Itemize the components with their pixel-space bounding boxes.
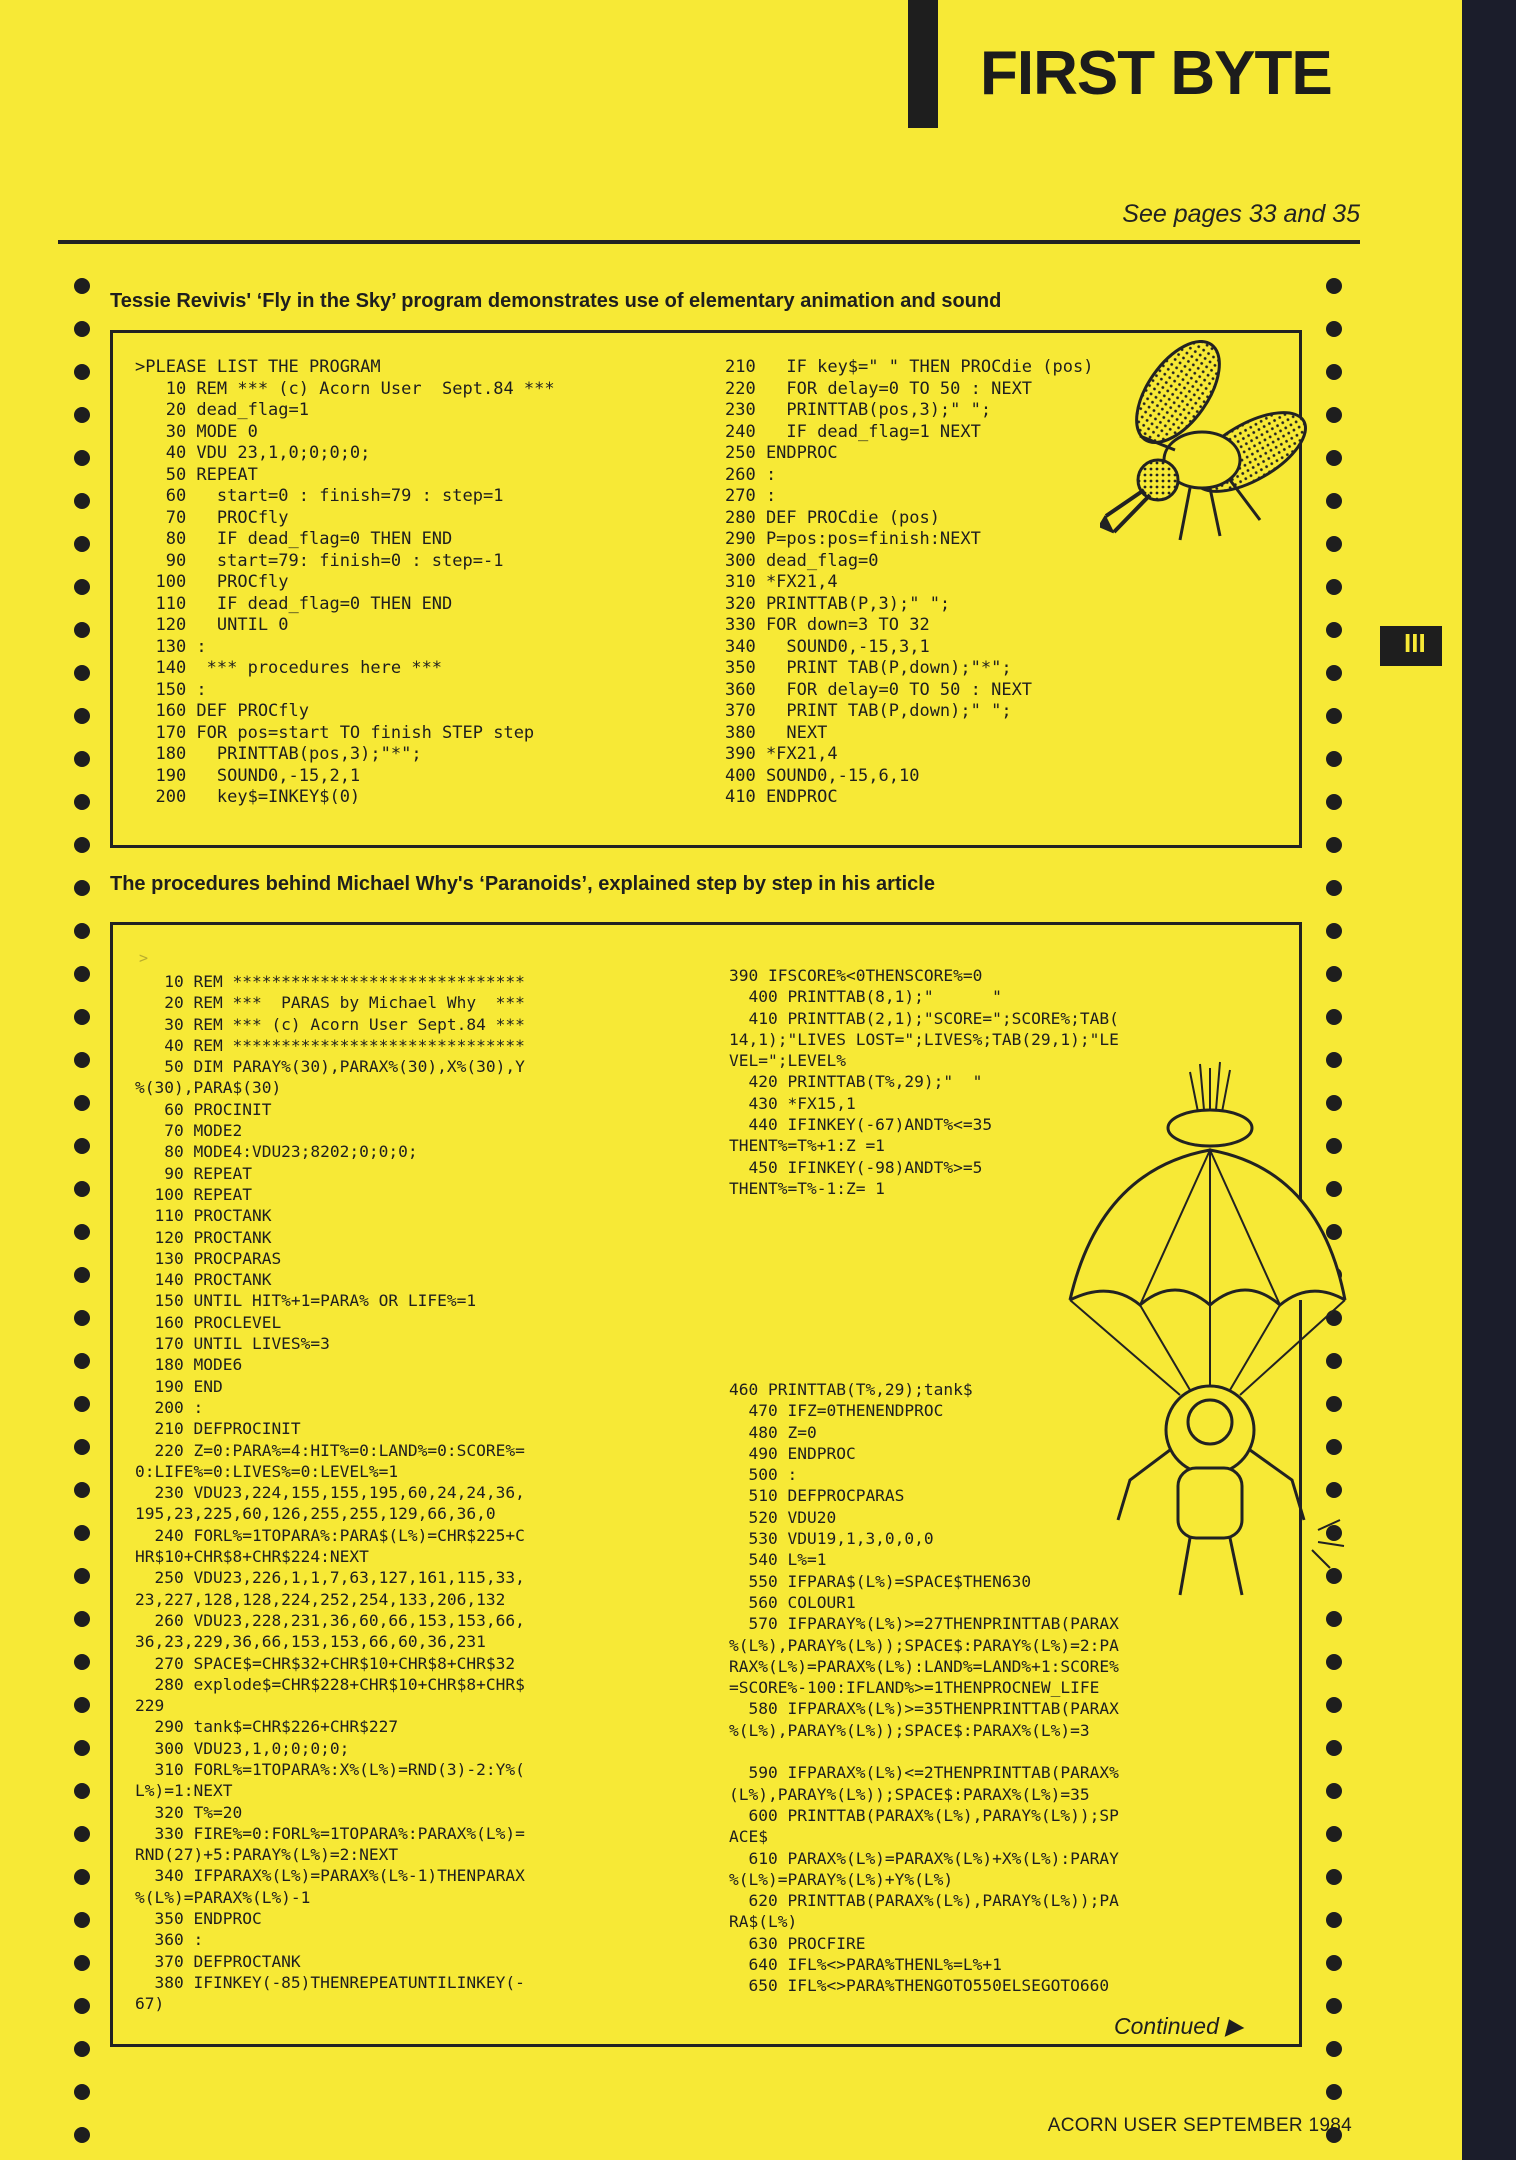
feed-hole	[74, 1353, 90, 1369]
feed-hole	[1326, 622, 1342, 638]
feed-hole	[74, 1482, 90, 1498]
paratrooper-illustration	[1060, 1050, 1350, 1610]
feed-hole	[74, 622, 90, 638]
feed-hole	[1326, 1869, 1342, 1885]
feed-hole	[74, 2041, 90, 2057]
continued-note: Continued ▶	[1114, 2013, 1243, 2039]
feed-hole	[74, 2127, 90, 2143]
feed-hole	[1326, 837, 1342, 853]
feed-hole	[74, 1654, 90, 1670]
feed-hole	[74, 1697, 90, 1713]
feed-hole	[1326, 1826, 1342, 1842]
feed-hole	[1326, 321, 1342, 337]
listing-2-caption: The procedures behind Michael Why's ‘Paranoids’, explained step by step in his article	[110, 873, 935, 895]
feed-hole	[74, 493, 90, 509]
feed-hole	[1326, 1998, 1342, 2014]
feed-hole	[74, 880, 90, 896]
feed-hole	[74, 364, 90, 380]
feed-hole	[74, 1955, 90, 1971]
listing-1-caption: Tessie Revivis' ‘Fly in the Sky’ program demonstrates use of elementary animation and sound	[110, 290, 1002, 312]
feed-hole	[74, 837, 90, 853]
feed-hole	[74, 1611, 90, 1627]
feed-hole	[1326, 1955, 1342, 1971]
feed-hole	[74, 536, 90, 552]
listing-2-prompt: >	[139, 949, 149, 967]
feed-hole	[74, 751, 90, 767]
feed-hole	[74, 1783, 90, 1799]
listing-2-code-left: 10 REM ****************************** 20 REM *** PARAS by Michael Why *** 30 REM *** (c) Acorn User Sept.84 *** 40 REM ****************************** 50 DIM PARAY%(30),PARAX%(30),X%(30),Y %(30),PARA$(30) 60 PROCINIT 70 MODE2 80 MODE4:VDU23;8202;0;0;0; 90 REPEAT 100 REPEAT 110 PROCTANK 120 PROCTANK 130 PROCPARAS 140 PROCTANK 150 UNTIL HIT%+1=PARA% OR LIFE%=1 160 PROCLEVEL 170 UNTIL LIVES%=3 180 MODE6 190 END 200 : 210 DEFPROCINIT 220 Z=0:PARA%=4:HIT%=0:LAND%=0:SCORE%= 0:LIFE%=0:LIVES%=0:LEVEL%=1 230 VDU23,224,155,155,195,60,24,24,36, 195,23,225,60,126,255,255,129,66,36,0 240 FORL%=1TOPARA%:PARA$(L%)=CHR$225+C HR$10+CHR$8+CHR$224:NEXT 250 VDU23,226,1,1,7,63,127,161,115,33, 23,227,128,128,224,252,254,133,206,132 260 VDU23,228,231,36,60,66,153,153,66, 36,23,229,36,66,153,153,66,60,36,231 270 SPACE$=CHR$32+CHR$10+CHR$8+CHR$32 280 explode$=CHR$228+CHR$10+CHR$8+CHR$ 229 290 tank$=CHR$226+CHR$227 300 VDU23,1,0;0;0;0; 310 FORL%=1TOPARA%:X%(L%)=RND(3)-2:Y%( L%)=1:NEXT 320 T%=20 330 FIRE%=0:FORL%=1TOPARA%:PARAX%(L%)= RND(27)+5:PARAY%(L%)=2:NEXT 340 IFPARAX%(L%)=PARAX%(L%-1)THENPARAX %(L%)=PARAX%(L%)-1 350 ENDPROC 360 : 370 DEFPROCTANK 380 IFINKEY(-85)THENREPEATUNTILINKEY(- 67)	[135, 972, 525, 2014]
feed-hole	[74, 794, 90, 810]
feed-hole	[1326, 708, 1342, 724]
feed-hole	[1326, 1009, 1342, 1025]
feed-hole	[74, 278, 90, 294]
section-title: FIRST BYTE	[980, 39, 1332, 108]
feed-hole	[1326, 923, 1342, 939]
feed-hole	[1326, 1611, 1342, 1627]
feed-hole	[1326, 880, 1342, 896]
feed-hole	[1326, 1783, 1342, 1799]
listing-1-code-right: 210 IF key$=" " THEN PROCdie (pos) 220 FOR delay=0 TO 50 : NEXT 230 PRINTTAB(pos,3);" "; 240 IF dead_flag=1 NEXT 250 ENDPROC 260 : 270 : 280 DEF PROCdie (pos) 290 P=pos:pos=finish:NEXT 300 dead_flag=0 310 *FX21,4 320 PRINTTAB(P,3);" "; 330 FOR down=3 TO 32 340 SOUND0,-15,3,1 350 PRINT TAB(P,down);"*"; 360 FOR delay=0 TO 50 : NEXT 370 PRINT TAB(P,down);" "; 380 NEXT 390 *FX21,4 400 SOUND0,-15,6,10 410 ENDPROC	[725, 357, 1094, 807]
see-pages-note: See pages 33 and 35	[1122, 200, 1360, 228]
footer-publication: ACORN USER SEPTEMBER 1984	[1047, 2115, 1352, 2136]
feed-hole	[74, 1310, 90, 1326]
feed-hole	[74, 665, 90, 681]
feed-hole	[74, 1869, 90, 1885]
feed-hole	[1326, 2041, 1342, 2057]
feed-hole	[74, 1224, 90, 1240]
feed-hole	[74, 1267, 90, 1283]
edge-tab-label: III	[1404, 628, 1426, 658]
feed-hole	[74, 1439, 90, 1455]
feed-hole	[1326, 665, 1342, 681]
feed-hole	[74, 321, 90, 337]
feed-hole	[74, 1998, 90, 2014]
feed-hole	[74, 407, 90, 423]
feed-hole	[1326, 2084, 1342, 2100]
feed-hole	[74, 1138, 90, 1154]
header-black-bar	[908, 0, 938, 128]
feed-hole	[1326, 751, 1342, 767]
feed-hole	[74, 450, 90, 466]
feed-hole	[1326, 966, 1342, 982]
feed-hole	[74, 1525, 90, 1541]
feed-hole	[74, 708, 90, 724]
feed-hole	[74, 579, 90, 595]
feed-hole	[74, 923, 90, 939]
feed-hole	[74, 1568, 90, 1584]
listing-2-code-right-top: 390 IFSCORE%<0THENSCORE%=0 400 PRINTTAB(8,1);" " 410 PRINTTAB(2,1);"SCORE=";SCORE%;TAB( 14,1);"LIVES LOST=";LIVES%;TAB(29,1);"LE VEL=";LEVEL% 420 PRINTTAB(T%,29);" " 430 *FX15,1 440 IFINKEY(-67)ANDT%<=35 THENT%=T%+1:Z =1 450 IFINKEY(-98)ANDT%>=5 THENT%=T%-1:Z= 1	[729, 966, 1119, 1198]
feed-hole	[74, 966, 90, 982]
feed-hole	[74, 1826, 90, 1842]
feed-hole	[74, 1052, 90, 1068]
feed-hole	[74, 1095, 90, 1111]
feed-hole	[74, 1396, 90, 1412]
feed-hole	[1326, 1697, 1342, 1713]
feed-hole	[74, 1912, 90, 1928]
feed-hole	[74, 1740, 90, 1756]
fly-illustration	[1100, 340, 1330, 590]
feed-hole	[1326, 1912, 1342, 1928]
feed-hole	[74, 2084, 90, 2100]
listing-2-code-right-bottom: 460 PRINTTAB(T%,29);tank$ 470 IFZ=0THENENDPROC 480 Z=0 490 ENDPROC 500 : 510 DEFPROCPARAS 520 VDU20 530 VDU19,1,3,0,0,0 540 L%=1 550 IFPARA$(L%)=SPACE$THEN630 560 COLOUR1 570 IFPARAY%(L%)>=27THENPRINTTAB(PARAX %(L%),PARAY%(L%));SPACE$:PARAY%(L%)=2:PA RAX%(L%)=PARAX%(L%):LAND%=LAND%+1:SCORE% =SCORE%-100:IFLAND%>=1THENPROCNEW_LIFE 580 IFPARAX%(L%)>=35THENPRINTTAB(PARAX %(L%),PARAY%(L%));SPACE$:PARAX%(L%)=3 590 IFPARAX%(L%)<=2THENPRINTTAB(PARAX% (L%),PARAY%(L%));SPACE$:PARAX%(L%)=35 600 PRINTTAB(PARAX%(L%),PARAY%(L%));SP ACE$ 610 PARAX%(L%)=PARAX%(L%)+X%(L%):PARAY %(L%)=PARAY%(L%)+Y%(L%) 620 PRINTTAB(PARAX%(L%),PARAY%(L%));PA RA$(L%) 630 PROCFIRE 640 IFL%<>PARA%THENL%=L%+1 650 IFL%<>PARA%THENGOTO550ELSEGOTO660	[729, 1380, 1119, 1996]
feed-hole	[1326, 794, 1342, 810]
feed-hole	[1326, 1654, 1342, 1670]
top-rule	[58, 240, 1360, 244]
feed-hole	[74, 1009, 90, 1025]
feed-hole	[1326, 1740, 1342, 1756]
listing-1-code-left: >PLEASE LIST THE PROGRAM 10 REM *** (c) Acorn User Sept.84 *** 20 dead_flag=1 30 MODE 0 40 VDU 23,1,0;0;0;0; 50 REPEAT 60 start=0 : finish=79 : step=1 70 PROCfly 80 IF dead_flag=0 THEN END 90 start=79: finish=0 : step=-1 100 PROCfly 110 IF dead_flag=0 THEN END 120 UNTIL 0 130 : 140 *** procedures here *** 150 : 160 DEF PROCfly 170 FOR pos=start TO finish STEP step 180 PRINTTAB(pos,3);"*"; 190 SOUND0,-15,2,1 200 key$=INKEY$(0)	[135, 357, 555, 807]
feed-hole	[1326, 278, 1342, 294]
feed-hole	[74, 1181, 90, 1197]
